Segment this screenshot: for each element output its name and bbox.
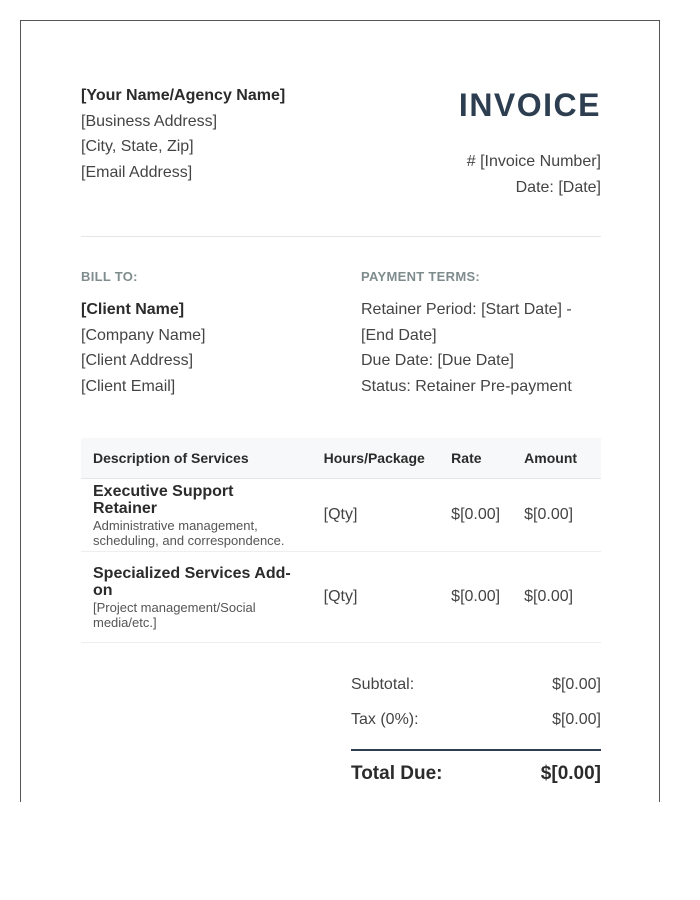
client-name: [Client Name] — [81, 301, 185, 318]
sender-name: [Your Name/Agency Name] — [81, 87, 286, 104]
bill-to-label: BILL TO: — [81, 269, 138, 284]
service-cell — [81, 479, 312, 552]
tax-label: Tax (0%): — [351, 711, 419, 728]
sender-city: [City, State, Zip] — [81, 138, 194, 155]
invoice-number: # [Invoice Number] — [466, 153, 601, 170]
totals-block — [351, 676, 601, 798]
sender-address: [Business Address] — [81, 112, 218, 130]
tax-value: $[0.00] — [552, 711, 601, 728]
invoice-title: INVOICE — [458, 87, 601, 123]
header-hours: Hours/Package — [312, 438, 440, 479]
payment-status: Status: Retainer Pre-payment — [361, 377, 572, 395]
service-amount: $[0.00] — [512, 552, 601, 643]
due-date: Due Date: [Due Date] — [361, 352, 514, 369]
total-divider — [351, 749, 601, 751]
header-amount: Amount — [512, 438, 601, 479]
payment-terms-label: PAYMENT TERMS: — [361, 269, 481, 284]
subtotal-row — [351, 676, 601, 711]
service-description: Administrative management, scheduling, and correspondence. — [93, 517, 285, 548]
service-qty: [Qty] — [312, 479, 440, 552]
service-name: Specialized Services Add-on — [93, 564, 291, 599]
bill-to-block — [81, 269, 341, 399]
table-header-row — [81, 438, 601, 479]
service-qty: [Qty] — [312, 552, 440, 643]
service-description: [Project management/Social media/etc.] — [93, 599, 256, 630]
retainer-period-end: [End Date] — [361, 326, 437, 344]
client-company: [Company Name] — [81, 326, 206, 344]
service-cell — [81, 552, 312, 643]
service-amount: $[0.00] — [512, 479, 601, 552]
service-rate: $[0.00] — [439, 479, 512, 552]
invoice-date: Date: [Date] — [515, 179, 601, 196]
table-row — [81, 552, 601, 643]
tax-row — [351, 711, 601, 746]
invoice-page — [20, 20, 660, 802]
subtotal-value: $[0.00] — [552, 676, 601, 693]
retainer-period-start: Retainer Period: [Start Date] - — [361, 301, 572, 318]
services-table — [81, 438, 601, 643]
client-address: [Client Address] — [81, 352, 194, 369]
service-name: Executive Support Retainer — [93, 482, 234, 517]
total-label: Total Due: — [351, 763, 443, 784]
header-description: Description of Services — [81, 438, 312, 479]
invoice-meta — [467, 149, 601, 201]
total-row — [351, 763, 601, 798]
payment-terms-block — [361, 269, 601, 399]
header-divider — [81, 236, 601, 237]
invoice-header — [81, 83, 601, 223]
sender-email: [Email Address] — [81, 163, 193, 181]
client-email: [Client Email] — [81, 377, 176, 395]
subtotal-label: Subtotal: — [351, 676, 415, 693]
service-rate: $[0.00] — [439, 552, 512, 643]
sender-block — [81, 83, 285, 185]
header-rate: Rate — [439, 438, 512, 479]
table-row — [81, 479, 601, 552]
total-value: $[0.00] — [540, 763, 601, 784]
